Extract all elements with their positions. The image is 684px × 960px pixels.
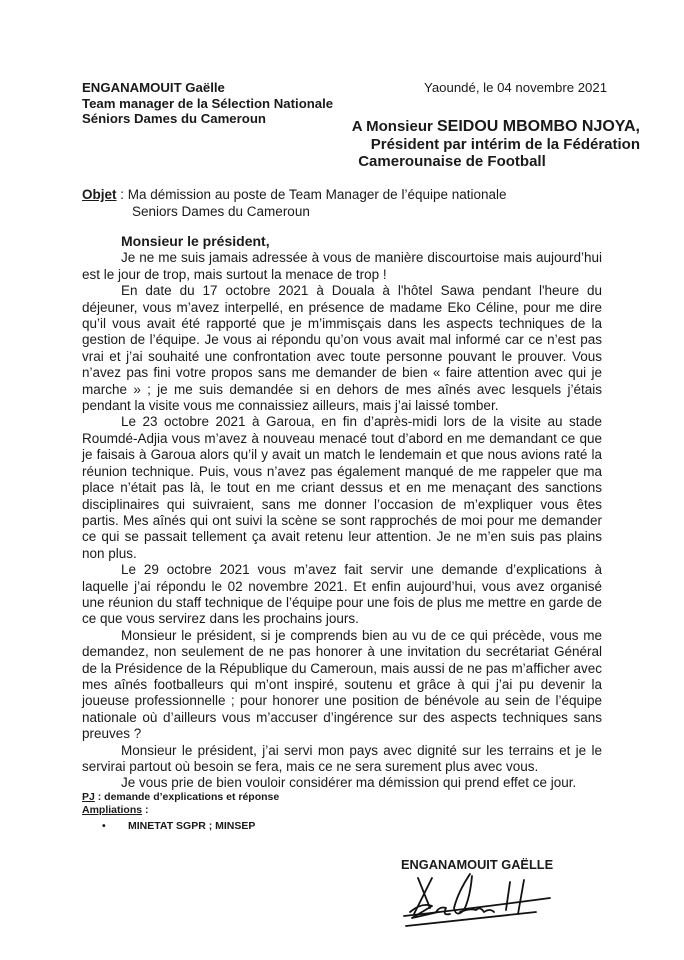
bullet-icon: •	[102, 820, 106, 832]
recipient-line3: Camerounaise de Football	[358, 153, 546, 170]
pj-text: : demande d’explications et réponse	[94, 791, 280, 803]
subject-label: Objet	[82, 187, 117, 202]
paragraph-1: Je ne me suis jamais adressée à vous de manière discourtoise mais aujourd’hui est le jour de trop, mais surtout la menace de trop !	[82, 250, 602, 282]
signature-icon	[400, 868, 560, 953]
recipient-block	[300, 118, 640, 171]
recipient-name: SEIDOU MBOMBO NJOYA,	[437, 118, 640, 135]
letter-body	[82, 233, 602, 792]
paragraph-7: Je vous prie de bien vouloir considérer ma démission qui prend effet ce jour.	[121, 775, 577, 791]
ampliations-line	[82, 804, 279, 817]
sender-block	[82, 80, 333, 127]
recipient-line1	[300, 118, 640, 136]
ampliation-item	[82, 820, 279, 833]
subject-separator: :	[116, 187, 128, 202]
paragraph-6: Monsieur le président, j’ai servi mon pays avec dignité sur les terrains et je le servirai partout où besoin se fera, mais ce ne sera surement plus avec vous.	[82, 742, 602, 774]
ampliation-item-text: MINETAT SGPR ; MINSEP	[128, 820, 256, 832]
place-date: Yaoundé, le 04 novembre 2021	[424, 80, 608, 95]
ampliations-sep: :	[142, 804, 149, 816]
sender-title-line2: Séniors Dames du Cameroun	[82, 111, 266, 126]
paragraph-3: Le 23 octobre 2021 à Garoua, en fin d’après-midi lors de la visite au stade Roumdé-Adjia vous m’avez à nouveau menacé tout d’abord en me demandant ce que je faisais à Garoua alors qu’il y avait un match le lendemain et que nous avions raté la réunion technique. Puis, vous n’avez pas également manqué de me rappeler que ma place n’était pas là, le tout en me criant dessus et en me menaçant des sanctions disciplinaires qui suivraient, sans me donner l’occasion de m’expliquer vous êtes partis. Mes aînés qui ont suivi la scène se sont rapprochés de moi pour me demander ce qui se passait tellement ça avait retenu leur attention. Je ne m’en suis pas plains non plus.	[82, 414, 602, 561]
recipient-prefix: A Monsieur	[351, 118, 437, 135]
subject-line2: Seniors Dames du Cameroun	[132, 203, 310, 219]
salutation: Monsieur le président,	[121, 233, 270, 249]
subject-block	[82, 187, 507, 220]
sender-title-line1: Team manager de la Sélection Nationale	[82, 95, 334, 111]
pj-label: PJ	[82, 791, 95, 803]
subject-line1: Ma démission au poste de Team Manager de l’équipe nationale	[127, 187, 507, 202]
annexes-block	[82, 791, 279, 833]
recipient-line2: Président par intérim de la Fédération	[370, 135, 640, 153]
paragraph-2: En date du 17 octobre 2021 à Douala à l'hôtel Sawa pendant l'heure du déjeuner, vous m’avez interpellé, en présence de madame Eko Céline, pour me dire qu’il vous avait été rapporté que je m’immisçais dans les aspects techniques de la gestion de l’équipe. Je vous ai répondu qu’on vous avait mal informé car ce n’est pas vrai et j’ai souhaité une confrontation avec toute personne pouvant le prouver. Vous n’avez pas fini votre propos sans me demander de bien « faire attention avec qui je marche » ; je me suis demandée si en dehors de mes aînés avec lesquels j’étais pendant la visite vous me connaissiez ailleurs, mais j’ai laissé tomber.	[82, 283, 602, 414]
signatory-name: ENGANAMOUIT GAËLLE	[401, 857, 554, 872]
ampliations-label: Ampliations	[82, 804, 143, 816]
paragraph-5: Monsieur le président, si je comprends bien au vu de ce qui précède, vous me demandez, non seulement de ne pas honorer à une invitation du secrétariat Général de la Présidence de la République du Cameroun, mais aussi de ne pas m’afficher avec mes aînés footballeurs qui m’ont inspiré, soutenu et grâce à qui j’ai pu devenir la joueuse professionnelle ; pour honorer une position de bénévole au sein de l’équipe nationale où d’ailleurs vous m’accuser d’ingérence sur des aspects techniques sans preuves ?	[82, 627, 602, 742]
sender-name: ENGANAMOUIT Gaëlle	[82, 80, 225, 95]
attachments-line	[82, 791, 279, 804]
paragraph-4: Le 29 octobre 2021 vous m’avez fait servir une demande d’explications à laquelle j’ai répondu le 02 novembre 2021. Et enfin aujourd’hui, vous avez organisé une réunion du staff technique de l’équipe pour une fois de plus me mettre en garde de ce que vous servirez dans les prochains jours.	[82, 562, 602, 627]
